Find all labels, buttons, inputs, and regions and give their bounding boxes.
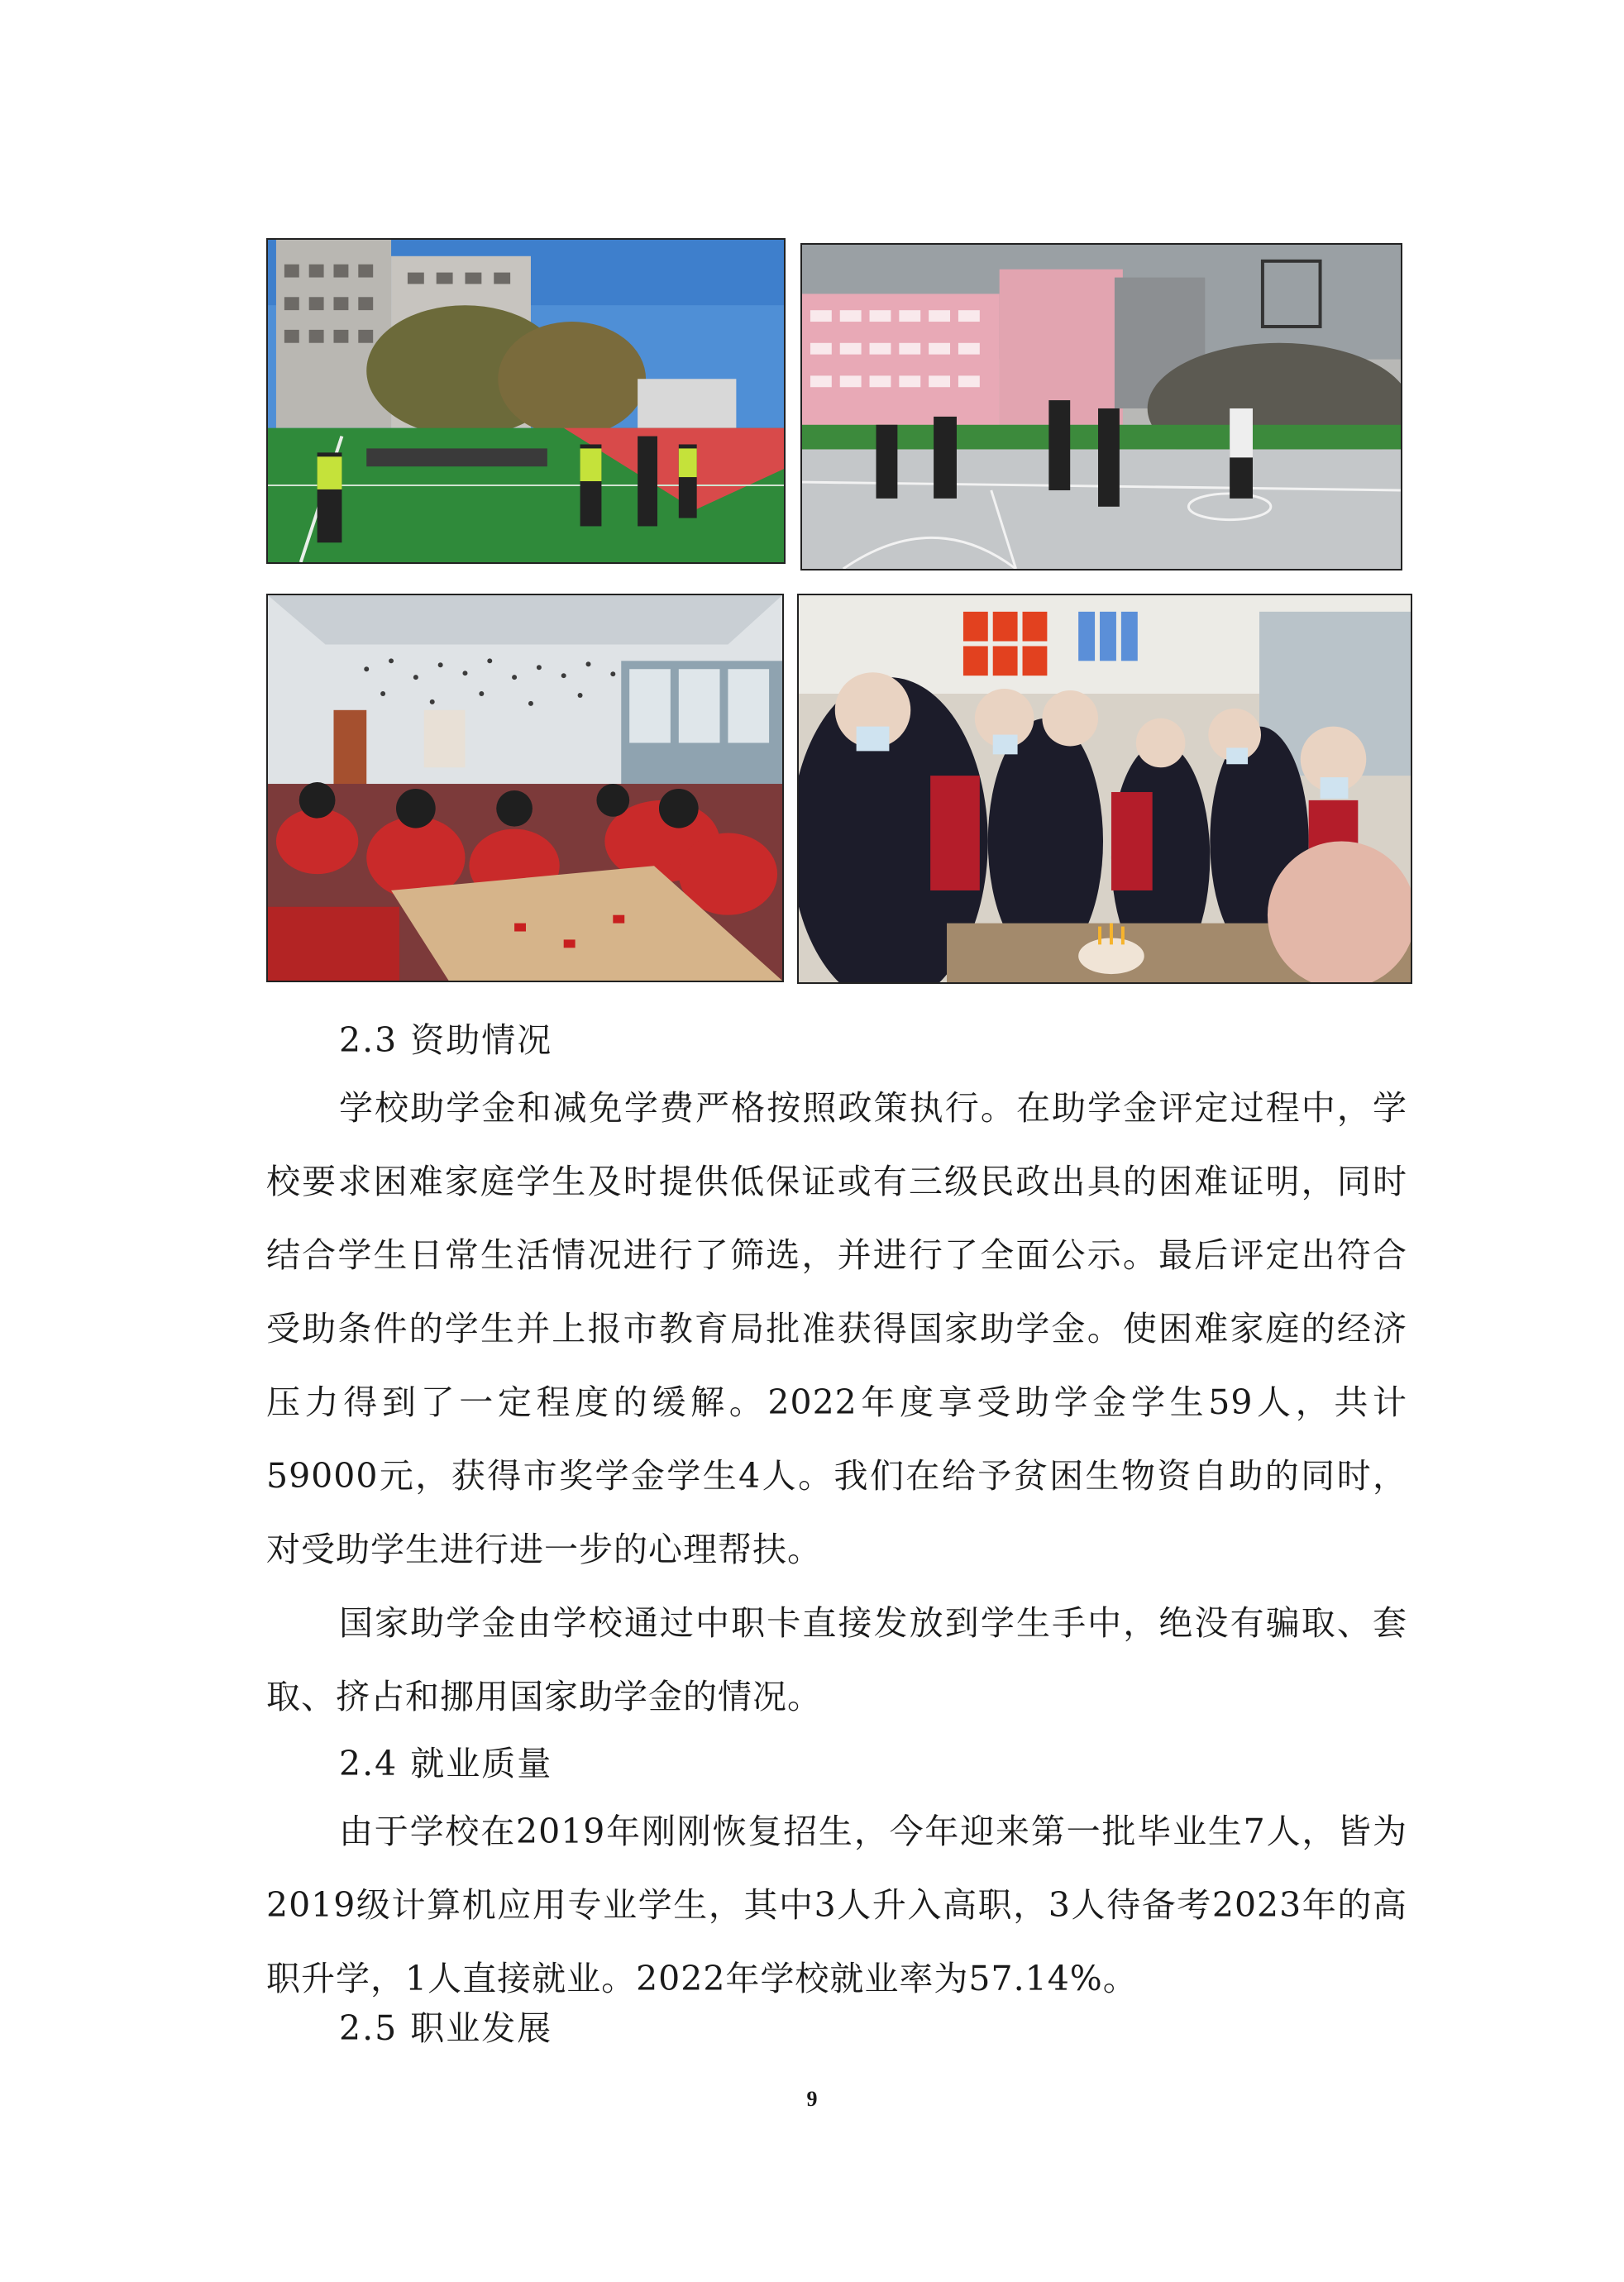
page-number: 9 — [806, 2087, 818, 2111]
birthday-celebration-photo — [797, 594, 1412, 984]
paragraph-employment-quality: 由于学校在2019年刚刚恢复招生，今年迎来第一批毕业生7人，皆为2019级计算机应用专业学生，其中3人升入高职，3人待备考2023年的高职升学，1人直接就业。2022年学校就业率为57.14%。 — [266, 1812, 1407, 1998]
paragraph-funding-policy: 学校助学金和减免学费严格按照政策执行。在助学金评定过程中，学校要求困难家庭学生及时提供低保证或有三级民政出具的困难证明，同时结合学生日常生活情况进行了筛选，并进行了全面公示。最后评定出符合受助条件的学生并上报市教育局批准获得国家助学金。使困难家庭的经济压力得到了一定程度的缓解。2022年度享受助学金学生59人，共计59000元，获得市奖学金学生4人。我们在给予贫困生物资自助的同时，对受助学生进行进一步的心理帮扶。 — [266, 1088, 1407, 1569]
section-heading-funding: 2.3 资助情况 — [339, 1020, 553, 1060]
basketball-court-photo — [800, 243, 1402, 570]
paragraph-funding-distribution: 国家助学金由学校通过中职卡直接发放到学生手中，绝没有骗取、套取、挤占和挪用国家助学金的情况。 — [266, 1603, 1407, 1716]
section-heading-career-development: 2.5 职业发展 — [339, 2008, 553, 2048]
section-heading-employment: 2.4 就业质量 — [339, 1744, 553, 1783]
classroom-activity-photo — [266, 594, 784, 982]
outdoor-football-field-photo — [266, 238, 786, 564]
